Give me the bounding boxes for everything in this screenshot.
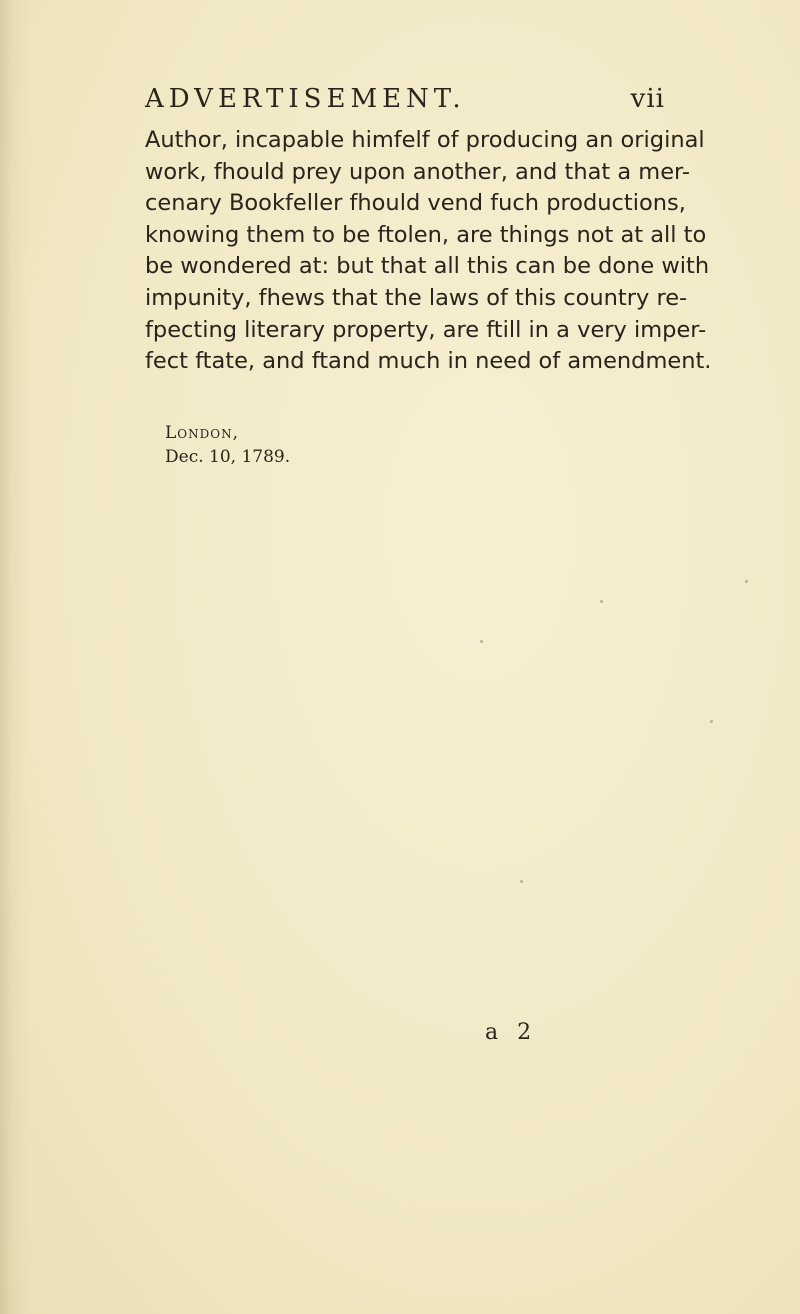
paper-speck: [745, 580, 748, 583]
signoff-date: Dec. 10, 1789.: [165, 447, 291, 467]
paper-speck: [600, 600, 603, 603]
running-head: [145, 84, 665, 124]
text-line: impunity, fhews that the laws of this country re-: [145, 284, 688, 311]
running-head-title: ADVERTISEMENT.: [145, 84, 466, 114]
paper-speck: [710, 720, 713, 723]
text-line: fect ftate, and ftand much in need of amendment.: [145, 348, 712, 375]
paper-speck: [520, 880, 523, 883]
text-line: cenary Bookfeller fhould vend fuch productions,: [145, 190, 686, 217]
text-line: knowing them to be ftolen, are things not at all to: [145, 221, 707, 248]
signoff-place: London,: [165, 423, 239, 443]
page-number: vii: [630, 84, 665, 114]
text-line: Author, incapable himfelf of producing an original: [145, 127, 705, 153]
text-line: work, fhould prey upon another, and that a mer-: [145, 158, 690, 185]
paper-speck: [480, 640, 483, 643]
signature-mark: a 2: [485, 1020, 538, 1045]
signoff: [165, 421, 290, 469]
text-line: fpecting literary property, are ftill in a very imper-: [145, 316, 707, 343]
text-line: be wondered at: but that all this can be done with: [145, 253, 710, 280]
body-paragraph: [145, 125, 712, 378]
